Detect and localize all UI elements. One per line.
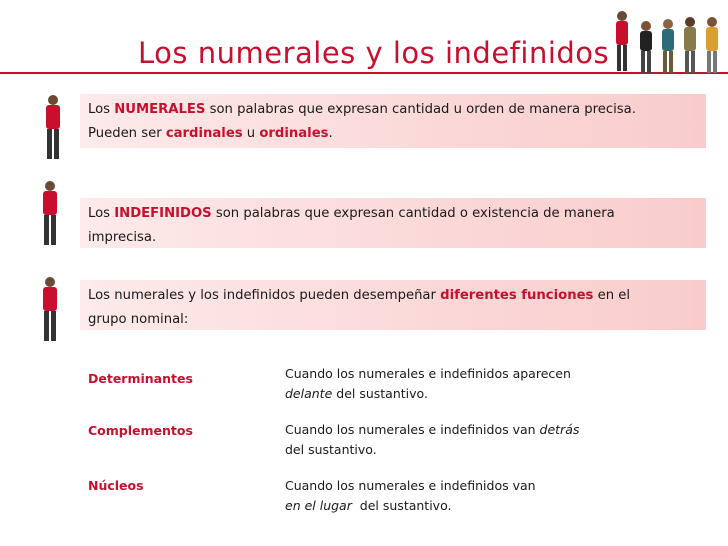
function-label-determinantes: Determinantes	[88, 371, 193, 386]
person-figure	[616, 11, 628, 71]
function-label-complementos: Complementos	[88, 423, 193, 438]
text: Los	[88, 206, 115, 221]
function-description	[285, 476, 536, 516]
text: imprecisa.	[88, 230, 157, 245]
text: del sustantivo.	[351, 498, 452, 513]
keyword-cardinales: cardinales	[165, 126, 243, 141]
keyword-numerales: NUMERALES	[114, 102, 206, 117]
page-title: Los numerales y los indefinidos	[138, 36, 610, 70]
text: del sustantivo.	[285, 442, 377, 457]
person-icon	[37, 274, 63, 344]
text: son palabras que expresan cantidad u orden de manera precisa.	[205, 102, 636, 117]
person-figure	[684, 17, 696, 73]
text: Los numerales y los indefinidos pueden desempeñar	[88, 288, 441, 303]
keyword-indefinidos: INDEFINIDOS	[114, 206, 212, 221]
text: son palabras que expresan cantidad o existencia de manera	[211, 206, 615, 221]
function-description	[285, 364, 571, 404]
text: en el	[593, 288, 631, 303]
indefinidos-definition	[80, 198, 706, 248]
text: Pueden ser	[88, 126, 166, 141]
text-emphasis: en el lugar	[285, 498, 352, 513]
text: grupo nominal:	[88, 312, 189, 327]
person-figure	[706, 17, 718, 73]
keyword-diferentes-funciones: diferentes funciones	[440, 288, 594, 303]
people-group-illustration	[608, 6, 724, 76]
text: Cuando los numerales e indefinidos van	[285, 478, 536, 493]
function-label-nucleos: Núcleos	[88, 478, 144, 493]
text: del sustantivo.	[332, 386, 428, 401]
function-description	[285, 420, 579, 460]
text: u	[242, 126, 260, 141]
person-figure	[662, 19, 674, 73]
funciones-intro	[80, 280, 706, 330]
text: Los	[88, 102, 115, 117]
person-figure	[640, 21, 652, 73]
text: .	[328, 126, 333, 141]
text-emphasis: delante	[285, 386, 333, 401]
keyword-ordinales: ordinales	[259, 126, 329, 141]
person-icon	[37, 178, 63, 248]
text: Cuando los numerales e indefinidos aparecen	[285, 366, 571, 381]
numerales-definition	[80, 94, 706, 148]
text: Cuando los numerales e indefinidos van	[285, 422, 540, 437]
person-icon	[40, 92, 66, 162]
text-emphasis: detrás	[539, 422, 580, 437]
